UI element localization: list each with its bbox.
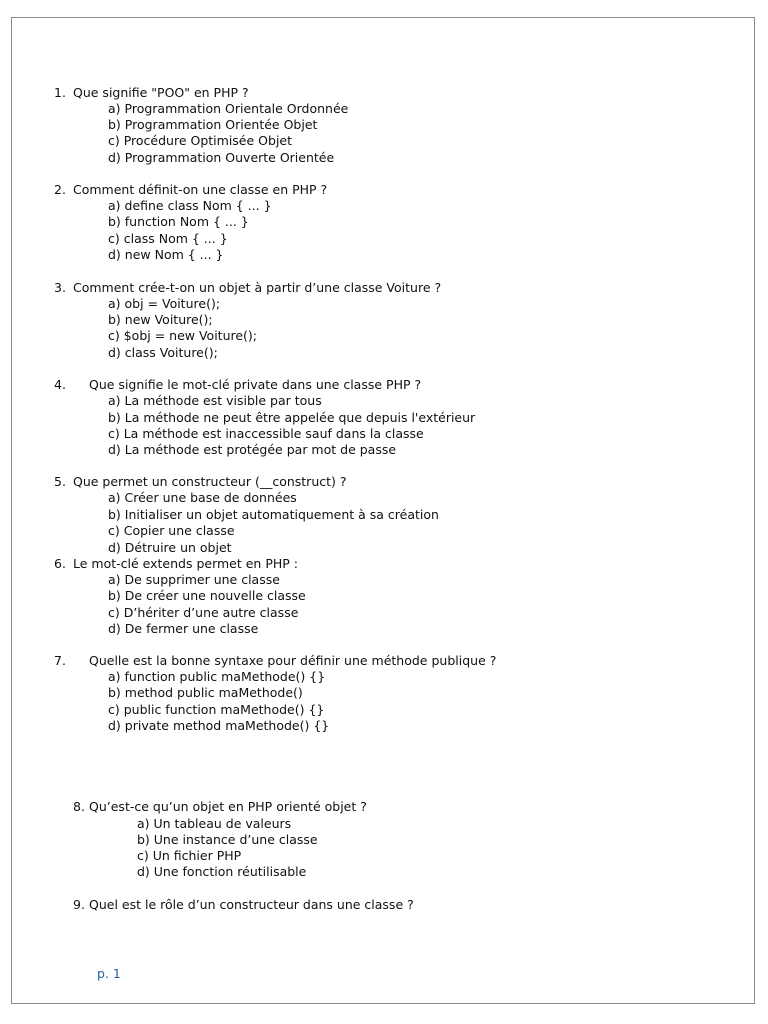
question-6-option-c: c) D’hériter d’une autre classe (108, 605, 299, 620)
question-6-text: Le mot-clé extends permet en PHP : (73, 556, 298, 571)
question-3-text: Comment crée-t-on un objet à partir d’une classe Voiture ? (73, 280, 442, 295)
question-2-option-b: b) function Nom { ... } (108, 214, 249, 229)
question-9-number: 9. (73, 897, 85, 912)
question-7-option-d: d) private method maMethode() {} (108, 718, 330, 733)
question-6-number: 6. (54, 556, 66, 571)
question-2-text: Comment définit-on une classe en PHP ? (73, 182, 328, 197)
question-4-option-d: d) La méthode est protégée par mot de passe (108, 442, 397, 457)
question-3-option-c: c) $obj = new Voiture(); (108, 328, 258, 343)
question-5-text: Que permet un constructeur (__construct) ? (73, 474, 347, 489)
question-7-option-b: b) method public maMethode() (108, 685, 303, 700)
question-1-text: Que signifie "POO" en PHP ? (73, 85, 249, 100)
question-7-text: Quelle est la bonne syntaxe pour définir une méthode publique ? (89, 653, 497, 668)
question-4-option-b: b) La méthode ne peut être appelée que depuis l'extérieur (108, 410, 476, 425)
question-8-option-b: b) Une instance d’une classe (137, 832, 318, 847)
question-5-option-c: c) Copier une classe (108, 523, 235, 538)
question-5-number: 5. (54, 474, 66, 489)
question-2-option-d: d) new Nom { ... } (108, 247, 224, 262)
question-7-number: 7. (54, 653, 66, 668)
document-page (11, 17, 755, 1004)
question-8-option-d: d) Une fonction réutilisable (137, 864, 307, 879)
page-number: p. 1 (97, 966, 121, 981)
question-6-option-d: d) De fermer une classe (108, 621, 259, 636)
question-3-option-b: b) new Voiture(); (108, 312, 213, 327)
question-7-option-c: c) public function maMethode() {} (108, 702, 325, 717)
question-2-option-c: c) class Nom { ... } (108, 231, 228, 246)
question-7-option-a: a) function public maMethode() {} (108, 669, 326, 684)
question-6-option-a: a) De supprimer une classe (108, 572, 280, 587)
question-9-text: Quel est le rôle d’un constructeur dans une classe ? (89, 897, 414, 912)
question-5-option-d: d) Détruire un objet (108, 540, 232, 555)
question-2-option-a: a) define class Nom { ... } (108, 198, 272, 213)
question-4-text: Que signifie le mot-clé private dans une classe PHP ? (89, 377, 422, 392)
question-3-option-d: d) class Voiture(); (108, 345, 218, 360)
question-4-option-c: c) La méthode est inaccessible sauf dans la classe (108, 426, 424, 441)
question-1-option-c: c) Procédure Optimisée Objet (108, 133, 293, 148)
question-1-number: 1. (54, 85, 66, 100)
question-1-option-a: a) Programmation Orientale Ordonnée (108, 101, 349, 116)
question-2-number: 2. (54, 182, 66, 197)
question-1-option-d: d) Programmation Ouverte Orientée (108, 150, 335, 165)
question-5-option-a: a) Créer une base de données (108, 490, 297, 505)
question-3-number: 3. (54, 280, 66, 295)
question-5-option-b: b) Initialiser un objet automatiquement à sa création (108, 507, 439, 522)
question-3-option-a: a) obj = Voiture(); (108, 296, 221, 311)
question-8-text: Qu’est-ce qu’un objet en PHP orienté objet ? (89, 799, 367, 814)
question-8-option-a: a) Un tableau de valeurs (137, 816, 292, 831)
question-4-number: 4. (54, 377, 66, 392)
question-1-option-b: b) Programmation Orientée Objet (108, 117, 318, 132)
question-8-number: 8. (73, 799, 85, 814)
question-4-option-a: a) La méthode est visible par tous (108, 393, 322, 408)
question-6-option-b: b) De créer une nouvelle classe (108, 588, 306, 603)
question-8-option-c: c) Un fichier PHP (137, 848, 242, 863)
